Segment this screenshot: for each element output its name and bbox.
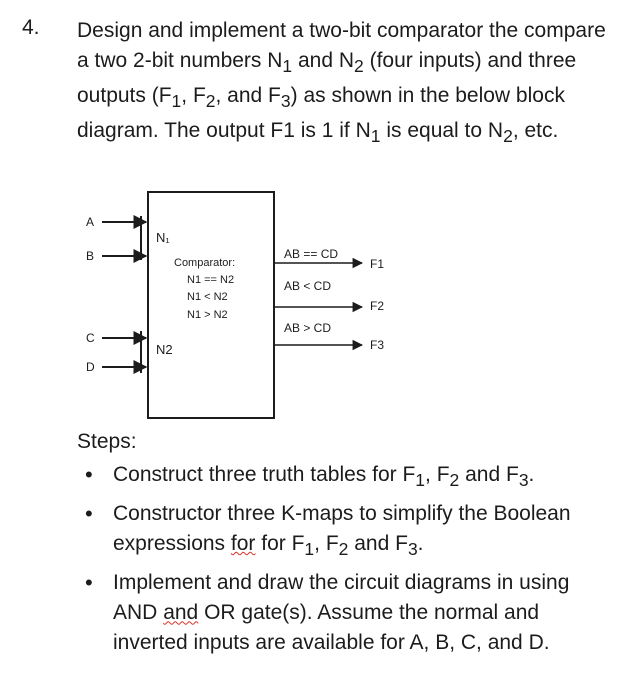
step-item: • Constructor three K-maps to simplify the Boolean expressions for for $F_1$, $F_2$ and $F_3$. — [77, 499, 617, 564]
input-a-label: A — [86, 215, 95, 229]
comparator-gt: N1 > N2 — [187, 309, 228, 321]
step-item: • Implement and draw the circuit diagrams in using AND and OR gate(s). Assume the normal and inverted inputs are available for A, B, C, and D. — [77, 568, 617, 658]
steps-title: Steps: — [77, 430, 137, 453]
output-f2-label: F2 — [370, 299, 385, 313]
comparator-eq: N1 == N2 — [187, 274, 235, 286]
comparator-block — [148, 192, 274, 418]
spellcheck-underline: and — [163, 601, 199, 625]
output-f3-label: F3 — [370, 338, 385, 352]
question-number: 4. — [22, 16, 40, 39]
output-gt-label: AB > CD — [284, 321, 332, 335]
input-c-label: C — [86, 331, 95, 345]
output-f1-label: F1 — [370, 257, 385, 271]
output-lt-label: AB < CD — [284, 279, 332, 293]
spellcheck-underline: for — [230, 532, 256, 556]
question-text: Design and implement a two-bit comparator the compare a two 2-bit numbers $N_1$ and $N_2$ (four inputs) and three outputs ($F_1$, $F_2$, and $F_3$) as shown in the below block diagram. The output F1 is 1 if $N_1$ is equal to $N_2$, etc. — [77, 19, 606, 147]
comparator-lt: N1 < N2 — [187, 291, 228, 303]
input-b-label: B — [86, 249, 95, 263]
n1-label: N₁ — [156, 230, 170, 245]
steps-list — [77, 460, 617, 662]
step-item: • Construct three truth tables for $F_1$, $F_2$ and $F_3$. — [77, 460, 617, 495]
n2-label: N2 — [156, 342, 173, 357]
block-diagram — [0, 190, 631, 430]
input-d-label: D — [86, 360, 95, 374]
comparator-title: Comparator: — [174, 257, 236, 269]
output-eq-label: AB == CD — [284, 247, 339, 261]
